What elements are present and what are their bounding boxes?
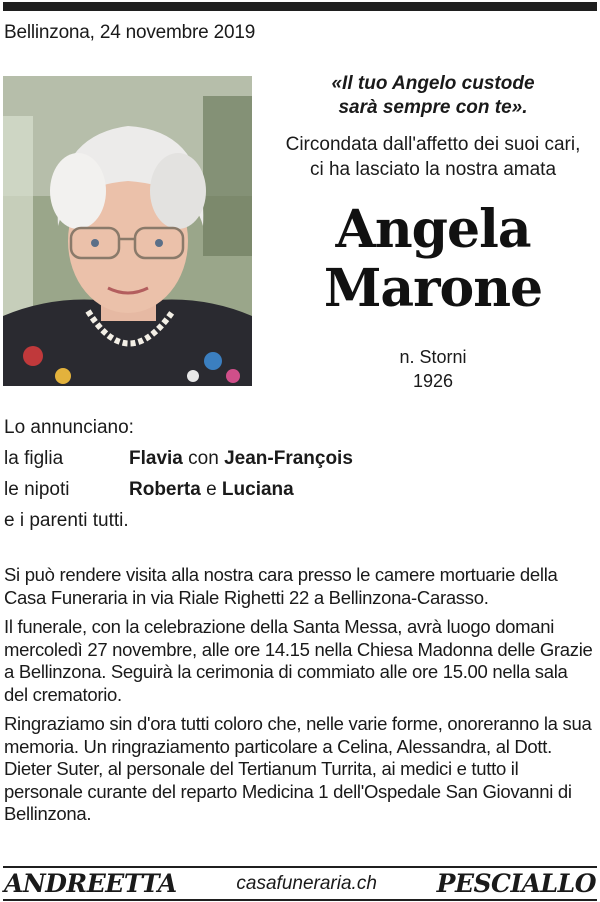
maiden-name: n. Storni — [399, 347, 467, 367]
memorial-quote — [280, 72, 586, 120]
birth-info — [270, 345, 596, 393]
footer-website-link[interactable]: casafuneraria.ch — [236, 872, 377, 894]
announcement-heading: Lo annunciano: — [4, 417, 134, 438]
conjunction: e — [200, 479, 222, 500]
last-name: Marone — [323, 258, 543, 319]
relative-name: Jean-François — [224, 448, 353, 469]
footer-brand-left: ANDREETTA — [4, 869, 177, 898]
intro-line-2: ci ha lasciato la nostra amata — [309, 159, 557, 180]
portrait-illustration — [3, 76, 252, 386]
intro-text — [270, 132, 596, 182]
visit-paragraph: Si può rendere visita alla nostra cara presso le camere mortuarie della Casa Funeraria in via Riale Righetti 22 a Bellinzona-Carasso. — [4, 564, 558, 608]
announcement-block — [4, 412, 353, 536]
relative-name: Roberta — [129, 479, 201, 500]
relation-label: le nipoti — [4, 479, 70, 500]
thanks-paragraph: Ringraziamo sin d'ora tutti coloro che, nelle varie forme, onoreranno la sua memoria. Un ringraziamento particolare a Celina, Alessandra, al Dott. Dieter Suter, al personale del Tertianum Turrita, ai medici e tutto il personale curante del reparto Medicina 1 dell'Ospedale San Giovanni di Bellinzona. — [4, 713, 592, 824]
footer-brand-right: PESCIALLO — [436, 869, 596, 898]
date-place: Bellinzona, 24 novembre 2019 — [4, 22, 256, 43]
footer — [4, 868, 596, 899]
top-rule — [3, 2, 597, 11]
deceased-name — [270, 200, 596, 318]
quote-line-1: «Il tuo Angelo custode — [331, 73, 535, 94]
announcement-row — [4, 443, 353, 474]
birth-year: 1926 — [412, 371, 454, 391]
relative-name: Flavia — [129, 448, 183, 469]
first-name: Angela — [335, 199, 531, 260]
announcement-row — [4, 474, 353, 505]
relative-name: Luciana — [221, 479, 294, 500]
quote-line-2: sarà sempre con te». — [338, 97, 528, 118]
obituary-body — [4, 564, 596, 833]
intro-line-1: Circondata dall'affetto dei suoi cari, — [285, 134, 581, 155]
portrait-photo — [3, 76, 252, 386]
relation-label: la figlia — [4, 448, 64, 469]
announcement-closing: e i parenti tutti. — [4, 510, 129, 531]
funeral-paragraph: Il funerale, con la celebrazione della Santa Messa, avrà luogo domani mercoledì 27 novembre, alle ore 14.15 nella Chiesa Madonna delle Grazie a Bellinzona. Seguirà la cerimonia di commiato alle ore 15.00 nella sala del crematorio. — [4, 616, 593, 705]
footer-rule-bottom — [3, 899, 597, 901]
conjunction: con — [182, 448, 225, 469]
